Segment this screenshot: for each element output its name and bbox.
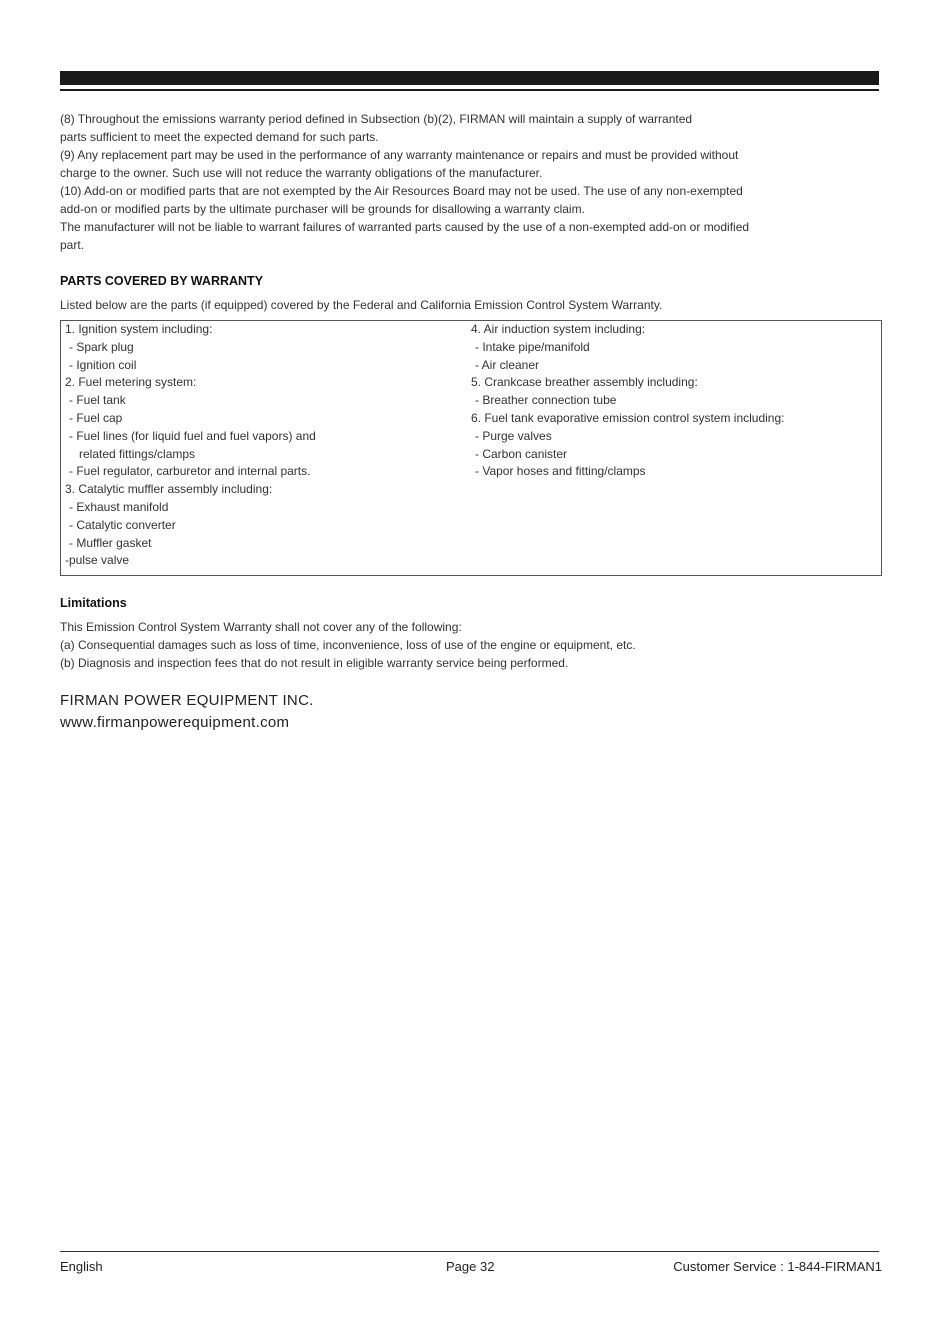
clause-line: parts sufficient to meet the expected demand for such parts. — [60, 130, 379, 144]
footer-customer-service: Customer Service : 1-844-FIRMAN1 — [673, 1259, 882, 1274]
company-website[interactable]: www.firmanpowerequipment.com — [60, 714, 290, 731]
parts-covered-intro: Listed below are the parts (if equipped) covered by the Federal and California Emission Control System Warranty. — [60, 298, 663, 312]
parts-list-item: - Breather connection tube — [475, 393, 617, 408]
parts-list-item: - Intake pipe/manifold — [475, 339, 590, 354]
warranty-clause-10 — [60, 182, 882, 218]
parts-list-item: 3. Catalytic muffler assembly including: — [65, 482, 273, 497]
parts-list-item: - Fuel tank — [69, 393, 126, 408]
parts-list-item: - Fuel lines (for liquid fuel and fuel vapors) and — [69, 428, 316, 443]
parts-list-item: - Ignition coil — [69, 357, 137, 372]
parts-list-item: - Air cleaner — [475, 357, 540, 372]
clause-line: (10) Add-on or modified parts that are not exempted by the Air Resources Board may not be used. The use of any non-exempted — [60, 184, 743, 198]
parts-list-item: - Muffler gasket — [69, 535, 152, 550]
parts-list-item: 6. Fuel tank evaporative emission control system including: — [471, 410, 785, 425]
page-content — [60, 110, 882, 734]
parts-covered-heading: PARTS COVERED BY WARRANTY — [60, 274, 264, 288]
footer-language: English — [60, 1259, 103, 1274]
clause-line: add-on or modified parts by the ultimate purchaser will be grounds for disallowing a warranty claim. — [60, 202, 585, 216]
parts-list-item: related fittings/clamps — [79, 446, 196, 461]
warranty-clause-9 — [60, 146, 882, 182]
clause-line: (8) Throughout the emissions warranty period defined in Subsection (b)(2), FIRMAN will maintain a supply of warranted — [60, 112, 693, 126]
parts-list-item: 2. Fuel metering system: — [65, 375, 197, 390]
parts-list-item: - Fuel cap — [69, 410, 123, 425]
header-rule — [60, 89, 879, 91]
clause-line: part. — [60, 238, 85, 252]
parts-list-item: 5. Crankcase breather assembly including: — [471, 375, 698, 390]
parts-list-left-column — [65, 321, 471, 573]
warranty-clause-8 — [60, 110, 882, 146]
parts-list-item: - Exhaust manifold — [69, 499, 169, 514]
parts-list-item: - Spark plug — [69, 339, 134, 354]
parts-list-item: - Catalytic converter — [69, 517, 176, 532]
page-footer — [60, 1259, 882, 1279]
parts-list-item: 4. Air induction system including: — [471, 322, 646, 336]
clause-line: (9) Any replacement part may be used in the performance of any warranty maintenance or repairs and must be provided without — [60, 148, 739, 162]
liability-statement — [60, 218, 882, 254]
clause-line: The manufacturer will not be liable to warrant failures of warranted parts caused by the use of a non-exempted add-on or modified — [60, 220, 750, 234]
parts-list-right-column — [471, 321, 877, 573]
company-block — [60, 690, 882, 734]
header-bar — [60, 71, 879, 85]
limitations-item: (a) Consequential damages such as loss of time, inconvenience, loss of use of the engine or equipment, etc. — [60, 638, 636, 652]
parts-list-item: 1. Ignition system including: — [65, 322, 213, 336]
parts-list-item: - Fuel regulator, carburetor and internal parts. — [69, 464, 311, 479]
limitations-heading: Limitations — [60, 596, 127, 610]
parts-list-item: - Purge valves — [475, 428, 552, 443]
clause-line: charge to the owner. Such use will not reduce the warranty obligations of the manufacturer. — [60, 166, 543, 180]
parts-list-item: - Carbon canister — [475, 446, 568, 461]
footer-rule — [60, 1251, 879, 1252]
parts-list-item: -pulse valve — [65, 553, 130, 568]
company-name: FIRMAN POWER EQUIPMENT INC. — [60, 692, 314, 709]
parts-list-box — [60, 320, 882, 576]
limitations-intro: This Emission Control System Warranty shall not cover any of the following: — [60, 620, 462, 634]
footer-page-number: Page 32 — [446, 1259, 495, 1274]
parts-list-item: - Vapor hoses and fitting/clamps — [475, 464, 646, 479]
limitations-item: (b) Diagnosis and inspection fees that do not result in eligible warranty service being performed. — [60, 656, 569, 670]
